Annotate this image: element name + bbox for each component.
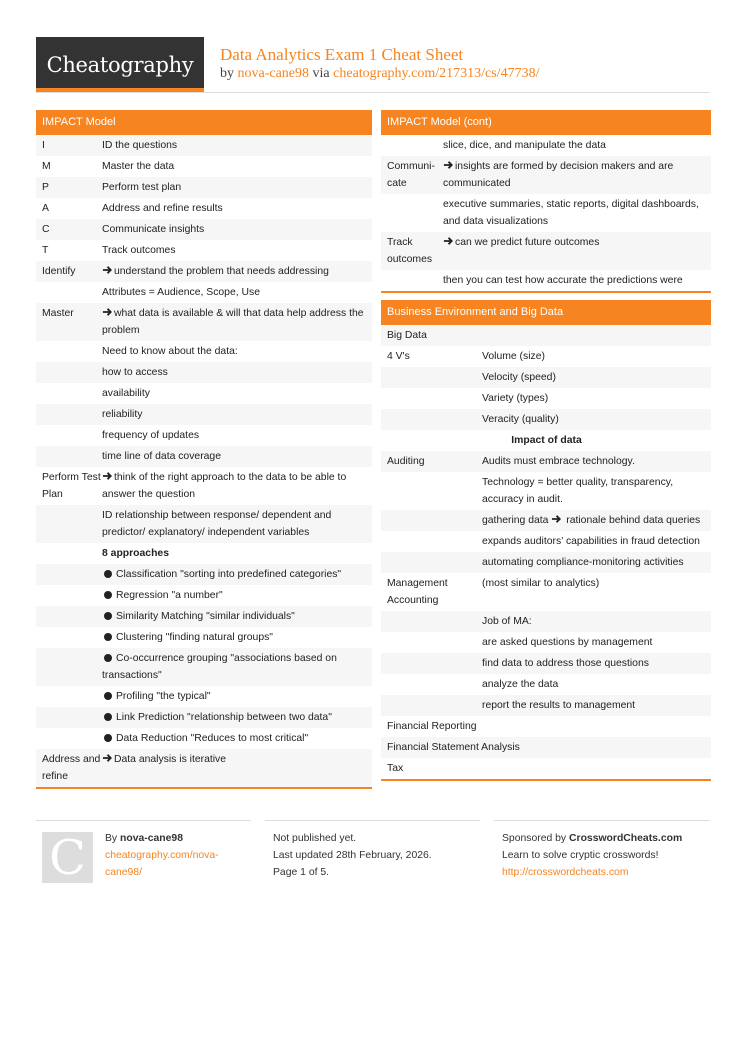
- row-label: [36, 730, 102, 747]
- sheet-url-link[interactable]: cheatography.com/217313/cs/47738/: [333, 66, 540, 81]
- row-value: Job of MA:: [482, 616, 532, 627]
- row-label: [381, 137, 443, 154]
- row-value: Need to know about the data:: [102, 346, 238, 357]
- row-value: Perform test plan: [102, 182, 182, 193]
- row-value: report the results to management: [482, 700, 636, 711]
- row-label: [381, 634, 482, 651]
- impact-model-cont-section: [381, 110, 711, 293]
- table-row: [36, 606, 372, 627]
- row-label: [36, 406, 102, 423]
- row-label: Master: [42, 308, 74, 319]
- row-value: ID relationship between response/ dependent and predictor/ explanatory/ independent variables: [102, 510, 332, 538]
- table-row: [381, 695, 711, 716]
- table-row: [36, 585, 372, 606]
- row-label: [381, 533, 482, 550]
- arrow-right-icon: [551, 514, 562, 524]
- row-value: ID the questions: [102, 140, 178, 151]
- bullet-icon: [104, 612, 112, 620]
- row-value: frequency of updates: [102, 430, 200, 441]
- row-label: Big Data: [387, 330, 427, 341]
- section-title: IMPACT Model: [36, 110, 372, 135]
- bullet-icon: [104, 591, 112, 599]
- table-row: [36, 686, 372, 707]
- row-value: [520, 739, 711, 756]
- row-label: Track outcomes: [387, 237, 433, 265]
- row-label: [381, 411, 482, 428]
- row-label: M: [42, 161, 51, 172]
- table-row: [36, 404, 372, 425]
- row-value: Audits must embrace technology.: [482, 456, 635, 467]
- row-value: availability: [102, 388, 150, 399]
- row-value: Classification "sorting into predefined categories": [116, 569, 342, 580]
- footer-author-link[interactable]: cheatography.com/nova-: [105, 850, 219, 861]
- table-row: [381, 737, 711, 758]
- row-value: Data analysis is iterative: [114, 754, 227, 765]
- row-label: T: [42, 245, 49, 256]
- row-value: can we predict future outcomes: [455, 237, 600, 248]
- row-value: slice, dice, and manipulate the data: [443, 140, 606, 151]
- row-value: Volume (size): [482, 351, 545, 362]
- section-title: Business Environment and Big Data: [381, 300, 711, 325]
- arrow-right-icon: [102, 753, 113, 763]
- row-label: [36, 688, 102, 705]
- footer-divider: [265, 820, 480, 821]
- arrow-right-icon: [443, 236, 454, 246]
- row-label: I: [42, 140, 45, 151]
- byline-via: via: [309, 66, 334, 81]
- cheatography-logo[interactable]: Cheatography: [36, 37, 204, 92]
- footer-by-label: By: [105, 833, 121, 844]
- row-value: time line of data coverage: [102, 451, 221, 462]
- row-label: Communi- cate: [387, 161, 435, 189]
- row-value: Co-occurrence grouping "associations based on transactions": [102, 653, 337, 681]
- row-label: Management Accounting: [387, 578, 448, 606]
- table-row: [36, 707, 372, 728]
- table-row: [381, 472, 711, 510]
- row-value: rationale behind data queries: [566, 515, 701, 526]
- row-value: [482, 760, 711, 777]
- row-label: [36, 608, 102, 625]
- row-value: are asked questions by management: [482, 637, 653, 648]
- header-divider: [36, 92, 710, 93]
- row-label: [36, 629, 102, 646]
- table-row: [381, 552, 711, 573]
- table-row: [381, 451, 711, 472]
- row-label: [381, 554, 482, 571]
- row-label: [36, 507, 102, 541]
- row-value: Track outcomes: [102, 245, 176, 256]
- row-value: expands auditors’ capabilities in fraud detection: [482, 536, 700, 547]
- table-row: [381, 346, 711, 367]
- table-row: [381, 531, 711, 552]
- table-row: [36, 648, 372, 686]
- page-footer: [36, 820, 710, 890]
- table-row: [36, 362, 372, 383]
- byline: [220, 66, 539, 82]
- table-row: [36, 282, 372, 303]
- arrow-right-icon: [102, 265, 113, 275]
- row-label: P: [42, 182, 49, 193]
- row-label: [36, 545, 102, 562]
- row-label: [36, 650, 102, 684]
- row-value: analyze the data: [482, 679, 559, 690]
- table-row: [36, 564, 372, 585]
- sponsor-name: CrosswordCheats.com: [569, 833, 683, 844]
- footer-author-name: nova-cane98: [120, 833, 183, 844]
- author-avatar[interactable]: C: [42, 832, 93, 883]
- table-row: [381, 232, 711, 270]
- row-label: [381, 613, 482, 630]
- row-value: Veracity (quality): [482, 414, 559, 425]
- row-value-prefix: gathering data: [482, 515, 549, 526]
- row-value: Data Reduction "Reduces to most critical": [116, 733, 309, 744]
- table-row: [381, 409, 711, 430]
- table-row: [36, 627, 372, 648]
- table-row: [381, 758, 711, 779]
- arrow-right-icon: [443, 160, 454, 170]
- table-row: [36, 728, 372, 749]
- row-value: Velocity (speed): [482, 372, 556, 383]
- table-row: [381, 325, 711, 346]
- row-value: Clustering "finding natural groups": [116, 632, 273, 643]
- table-row: [36, 261, 372, 282]
- table-row: [36, 240, 372, 261]
- sponsor-link[interactable]: http://crosswordcheats.com: [502, 867, 629, 878]
- table-row: [36, 135, 372, 156]
- row-value: automating compliance-monitoring activities: [482, 557, 684, 568]
- table-row: [36, 177, 372, 198]
- row-value: Master the data: [102, 161, 175, 172]
- row-label: [36, 364, 102, 381]
- publish-status: Not published yet.: [273, 833, 357, 844]
- table-row: [36, 543, 372, 564]
- author-link[interactable]: nova-cane98: [237, 66, 310, 81]
- bullet-icon: [104, 633, 112, 641]
- bullet-icon: [104, 692, 112, 700]
- row-value: [477, 718, 711, 735]
- row-value: insights are formed by decision makers and are communicated: [443, 161, 674, 189]
- table-row: [381, 611, 711, 632]
- row-value: (most similar to analytics): [482, 578, 600, 589]
- row-value: Attributes = Audience, Scope, Use: [102, 287, 260, 298]
- arrow-right-icon: [102, 307, 113, 317]
- table-row: [36, 425, 372, 446]
- table-row: [381, 270, 711, 291]
- table-row: [36, 219, 372, 240]
- arrow-right-icon: [102, 471, 113, 481]
- row-label: 4 V's: [387, 351, 410, 362]
- row-value: how to access: [102, 367, 168, 378]
- row-value: Communicate insights: [102, 224, 205, 235]
- row-value: Link Prediction "relationship between two data": [116, 712, 332, 723]
- table-row: [36, 341, 372, 362]
- table-row: [36, 505, 372, 543]
- page-number: Page 1 of 5.: [273, 867, 330, 878]
- row-value: [427, 327, 711, 344]
- table-row: [381, 367, 711, 388]
- row-label: [36, 448, 102, 465]
- bullet-icon: [104, 654, 112, 662]
- footer-status: [273, 830, 432, 881]
- table-row: [381, 716, 711, 737]
- table-row: [36, 383, 372, 404]
- row-label: A: [42, 203, 49, 214]
- table-row: [381, 674, 711, 695]
- table-row: [381, 135, 711, 156]
- row-value: Impact of data: [511, 435, 582, 446]
- row-label: [36, 566, 102, 583]
- footer-author: [105, 830, 219, 881]
- table-row: [36, 303, 372, 341]
- row-value: what data is available & will that data help address the problem: [102, 308, 364, 336]
- last-updated: Last updated 28th February, 2026.: [273, 850, 432, 861]
- row-label: [36, 343, 102, 360]
- row-label: [36, 427, 102, 444]
- row-label: [381, 655, 482, 672]
- row-value: then you can test how accurate the predictions were: [443, 275, 683, 286]
- row-label: [36, 587, 102, 604]
- row-value: understand the problem that needs addressing: [114, 266, 329, 277]
- row-value: 8 approaches: [102, 548, 169, 559]
- bullet-icon: [104, 734, 112, 742]
- row-label: [381, 272, 443, 289]
- table-row: [36, 749, 372, 787]
- row-label: [381, 697, 482, 714]
- table-row: [381, 653, 711, 674]
- row-label: Financial Reporting: [387, 721, 477, 732]
- row-label: [381, 369, 482, 386]
- row-value: executive summaries, static reports, digital dashboards, and data visualizations: [443, 199, 699, 227]
- row-label: Financial Statement Analysis: [387, 742, 520, 753]
- row-value: Variety (types): [482, 393, 549, 404]
- row-value: reliability: [102, 409, 143, 420]
- row-label: Address and refine: [42, 754, 101, 782]
- table-row: [36, 446, 372, 467]
- row-value: Address and refine results: [102, 203, 223, 214]
- page-title: Data Analytics Exam 1 Cheat Sheet: [220, 45, 464, 64]
- business-environment-section: [381, 300, 711, 781]
- row-value: Profiling "the typical": [116, 691, 211, 702]
- table-row: [381, 156, 711, 194]
- table-row: [381, 430, 711, 451]
- row-label: [381, 432, 482, 449]
- row-value: Regression "a number": [116, 590, 223, 601]
- sponsor-tagline: Learn to solve cryptic crosswords!: [502, 850, 659, 861]
- row-label: [381, 474, 482, 508]
- row-value: think of the right approach to the data to be able to answer the question: [102, 472, 347, 500]
- impact-model-section: [36, 110, 372, 789]
- sponsor-label: Sponsored by: [502, 833, 570, 844]
- table-row: [36, 198, 372, 219]
- row-label: [381, 676, 482, 693]
- row-value: Similarity Matching "similar individuals": [116, 611, 295, 622]
- row-label: C: [42, 224, 50, 235]
- section-title: IMPACT Model (cont): [381, 110, 711, 135]
- table-row: [381, 388, 711, 409]
- table-row: [381, 632, 711, 653]
- row-label: [36, 385, 102, 402]
- footer-divider: [494, 820, 710, 821]
- row-label: [381, 390, 482, 407]
- table-row: [36, 467, 372, 505]
- row-label: [381, 512, 482, 529]
- table-row: [381, 510, 711, 531]
- table-row: [381, 194, 711, 232]
- footer-divider: [36, 820, 251, 821]
- table-row: [36, 156, 372, 177]
- row-label: Auditing: [387, 456, 425, 467]
- row-label: [36, 709, 102, 726]
- row-label: Tax: [387, 763, 404, 774]
- bullet-icon: [104, 570, 112, 578]
- row-label: [36, 284, 102, 301]
- table-row: [381, 573, 711, 611]
- row-label: [381, 196, 443, 230]
- byline-by: by: [220, 66, 238, 81]
- bullet-icon: [104, 713, 112, 721]
- row-label: Identify: [42, 266, 76, 277]
- footer-sponsor: [502, 830, 682, 881]
- row-label: Perform Test Plan: [42, 472, 101, 500]
- row-value: find data to address those questions: [482, 658, 649, 669]
- row-value: Technology = better quality, transparency, accuracy in audit.: [482, 477, 674, 505]
- footer-author-link-cont[interactable]: cane98/: [105, 867, 142, 878]
